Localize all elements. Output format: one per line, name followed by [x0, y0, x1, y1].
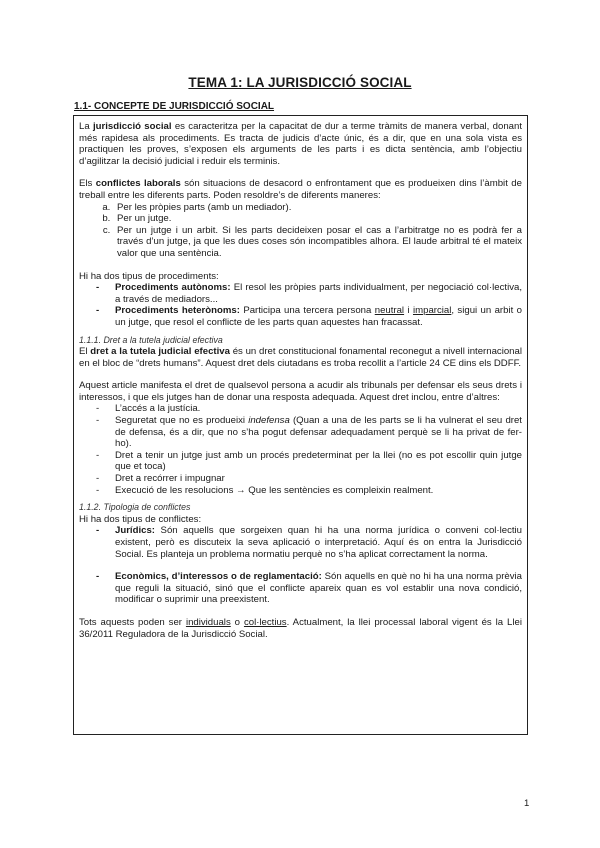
includes-list — [79, 403, 522, 496]
list-item: - Dret a recórrer i impugnar — [79, 473, 522, 485]
paragraph-jurisdiccio: La jurisdicció social es caracteritza per la capacitat de dur a terme tràmits de manera verbal, donant més rapidesa als procediments. Es tracta de judicis d’acte únic, és a dir, que en una sola vista es practiquen les proves, s’exposen els arguments de les parts i es dicta sentència, amb l’objectiu d’agilitzar la decisió judicial i reduir els terminis. — [79, 121, 522, 167]
paragraph-procediments: Hi ha dos tipus de procediments: — [79, 270, 219, 282]
resolution-ways-list — [79, 202, 522, 260]
list-item: - Econòmics, d’interessos o de reglamentació: Són aquells en què no hi ha una norma prèvia que reguli la situació, sinó que el conflicte apareix quan es vol establir una nova condició, modificar o suprimir una preexistent. — [79, 571, 522, 606]
paragraph-conflictes: Els conflictes laborals són situacions de desacord o enfrontament que es produeixen dins l’àmbit de treball entre les diferents parts. Poden resoldre’s de diferents maneres: — [79, 178, 522, 201]
list-item: a. Per les pròpies parts (amb un mediador). — [113, 202, 522, 214]
conflict-types-list — [79, 525, 522, 606]
content-box — [73, 115, 528, 735]
list-item: - Jurídics: Són aquells que sorgeixen quan hi ha una norma jurídica o conveni col·lectiu existent, però es discuteix la seva aplicació o interpretació. Aquí és on entra la Jurisdicció Social. Es planteja un problema normatiu perquè no s’ha aplicat correctament la norma. — [79, 525, 522, 560]
list-item: - Seguretat que no es produeixi indefensa (Quan a una de les parts se li ha vulnerat el seu dret de defensa, és a dir, que no s’ha pogut defensar adequadament perquè se li ha privat de fer-ho). — [79, 415, 522, 450]
page-title: TEMA 1: LA JURISDICCIÓ SOCIAL — [188, 75, 412, 90]
page-number: 1 — [524, 798, 530, 809]
list-item: c. Per un jutge i un arbit. Si les parts decideixen posar el cas a l’arbitratge no es podrà fer a través d’un jutge, ja que les dues coses són incompatibles alhora. El laude arbitral té el mateix valor que una sentència. — [113, 225, 522, 260]
list-item: b. Per un jutge. — [113, 213, 522, 225]
list-item: - Procediments heterònoms: Participa una tercera persona neutral i imparcial, sigui un arbit o un jutge, que resol el conflicte de les parts quan aquestes han fracassat. — [79, 305, 522, 328]
procediments-list — [79, 282, 522, 328]
paragraph-tipus: Hi ha dos tipus de conflictes: — [79, 513, 202, 525]
list-item: - Dret a tenir un jutge just amb un procés predeterminat per la llei (no es pot escollir quin jutge que et toca) — [79, 450, 522, 473]
list-item: - L’accés a la justícia. — [79, 403, 522, 415]
subheading-tipologia: 1.1.2. Tipologia de conflictes — [79, 502, 191, 513]
list-item: - Procediments autònoms: El resol les pròpies parts individualment, per negociació col·lectiva, a través de mediadors... — [79, 282, 522, 305]
paragraph-tutela: El dret a la tutela judicial efectiva és un dret constitucional fonamental reconegut a nivell internacional en el bloc de “drets humans”. Aquest dret dels ciutadans es troba recollit a l’article 24 CE dins els DDFF. — [79, 346, 522, 369]
subheading-tutela: 1.1.1. Dret a la tutela judicial efectiva — [79, 334, 223, 345]
paragraph-llei: Tots aquests poden ser individuals o col·lectius. Actualment, la llei processal laboral vigent és la Llei 36/2011 Reguladora de la Jurisdicció Social. — [79, 616, 522, 640]
list-item: - Execució de les resolucions → Que les sentències es compleixin realment. — [79, 485, 522, 497]
section-heading: 1.1- CONCEPTE DE JURISDICCIÓ SOCIAL — [74, 101, 275, 112]
paragraph-article: Aquest article manifesta el dret de qualsevol persona a acudir als tribunals per defensar els seus drets i interessos, i que els jutges han de donar una resposta adequada. Aquest dret inclou, entre d’altres: — [79, 380, 522, 403]
